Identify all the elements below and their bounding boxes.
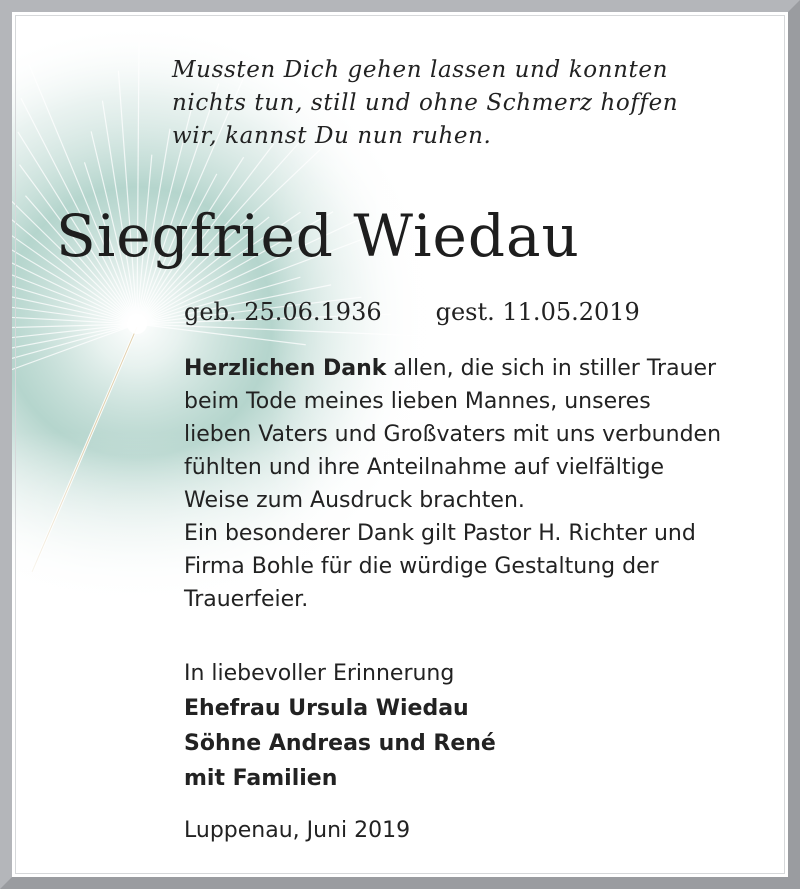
- thanks-line: Firma Bohle für die würdige Gestaltung der: [184, 554, 659, 579]
- verse-line: nichts tun, still und ohne Schmerz hoffen: [172, 90, 679, 116]
- life-dates: [184, 298, 640, 326]
- mourner-name: Ehefrau Ursula Wiedau: [184, 696, 469, 721]
- thanks-line: Weise zum Ausdruck brachten.: [184, 488, 525, 513]
- birth-date: geb. 25.06.1936: [184, 298, 382, 326]
- place-and-date: Luppenau, Juni 2019: [184, 818, 411, 843]
- verse-line: Mussten Dich gehen lassen und konnten: [172, 57, 668, 83]
- thanks-line: Ein besonderer Dank gilt Pastor H. Richter und: [184, 521, 696, 546]
- signoff: [184, 656, 784, 796]
- memorial-verse: [172, 54, 772, 153]
- thanks-line: [184, 352, 784, 385]
- thanks-text: [184, 352, 784, 616]
- mourner-name: Söhne Andreas und René: [184, 731, 496, 756]
- thanks-line: Trauerfeier.: [184, 587, 309, 612]
- death-date: gest. 11.05.2019: [435, 298, 640, 326]
- mourner-name: mit Familien: [184, 766, 338, 791]
- thanks-line: beim Tode meines lieben Mannes, unseres: [184, 389, 651, 414]
- deceased-name: Siegfried Wiedau: [56, 202, 580, 270]
- thanks-line: fühlten und ihre Anteilnahme auf vielfältige: [184, 455, 665, 480]
- thanks-lead-rest: allen, die sich in stiller Trauer: [386, 356, 717, 381]
- thanks-line: lieben Vaters und Großvaters mit uns verbunden: [184, 422, 722, 447]
- thanks-lead-bold: Herzlichen Dank: [184, 356, 387, 381]
- verse-line: wir, kannst Du nun ruhen.: [172, 123, 492, 149]
- signoff-intro: In liebevoller Erinnerung: [184, 661, 455, 686]
